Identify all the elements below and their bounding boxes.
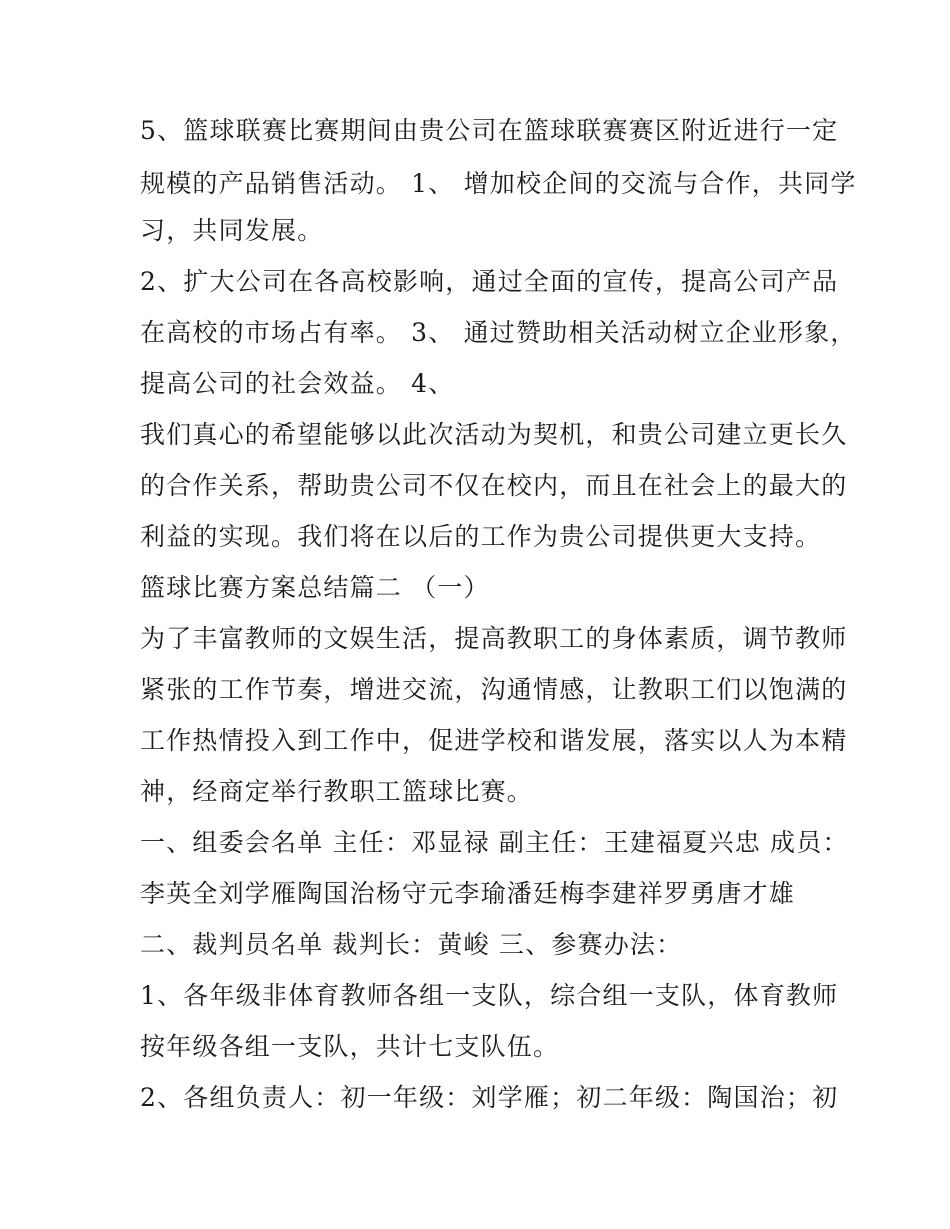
text-line: 5、篮球联赛比赛期间由贵公司在篮球联赛赛区附近进行一定 — [140, 116, 839, 145]
text-line: 为了丰富教师的文娱生活，提高教职工的身体素质，调节教师 — [140, 624, 848, 653]
text-line: 神，经商定举行教职工篮球比赛。 — [140, 777, 534, 806]
text-line: 我们真心的希望能够以此次活动为契机，和贵公司建立更长久 — [140, 420, 848, 449]
text-line: 二、裁判员名单 裁判长：黄峻 三、参赛办法： — [140, 930, 683, 959]
text-line: 提高公司的社会效益。 4、 — [140, 369, 455, 398]
text-line: 利益的实现。我们将在以后的工作为贵公司提供更大支持。 — [140, 522, 822, 551]
text-line: 的合作关系，帮助贵公司不仅在校内，而且在社会上的最大的 — [140, 471, 848, 500]
text-line: 紧张的工作节奏，增进交流，沟通情感，让教职工们以饱满的 — [140, 675, 848, 704]
text-line: 在高校的市场占有率。 3、 通过赞助相关活动树立企业形象， — [140, 318, 857, 347]
text-line: 规模的产品销售活动。 1、 增加校企间的交流与合作，共同学 — [140, 169, 857, 198]
text-line: 2、扩大公司在各高校影响，通过全面的宣传，提高公司产品 — [140, 267, 839, 296]
text-line: 李英全刘学雁陶国治杨守元李瑜潘廷梅李建祥罗勇唐才雄 — [140, 879, 796, 908]
text-line: 工作热情投入到工作中，促进学校和谐发展，落实以人为本精 — [140, 726, 848, 755]
text-line: 一、组委会名单 主任：邓显禄 副主任：王建福夏兴忠 成员： — [140, 828, 849, 857]
text-line: 按年级各组一支队，共计七支队伍。 — [140, 1032, 560, 1061]
text-line: 习，共同发展。 — [140, 216, 324, 245]
text-line: 2、各组负责人：初一年级：刘学雁；初二年级：陶国治；初 — [140, 1083, 839, 1112]
section-heading: 篮球比赛方案总结篇二 （一） — [140, 573, 490, 602]
text-line: 1、各年级非体育教师各组一支队，综合组一支队，体育教师 — [140, 981, 839, 1010]
